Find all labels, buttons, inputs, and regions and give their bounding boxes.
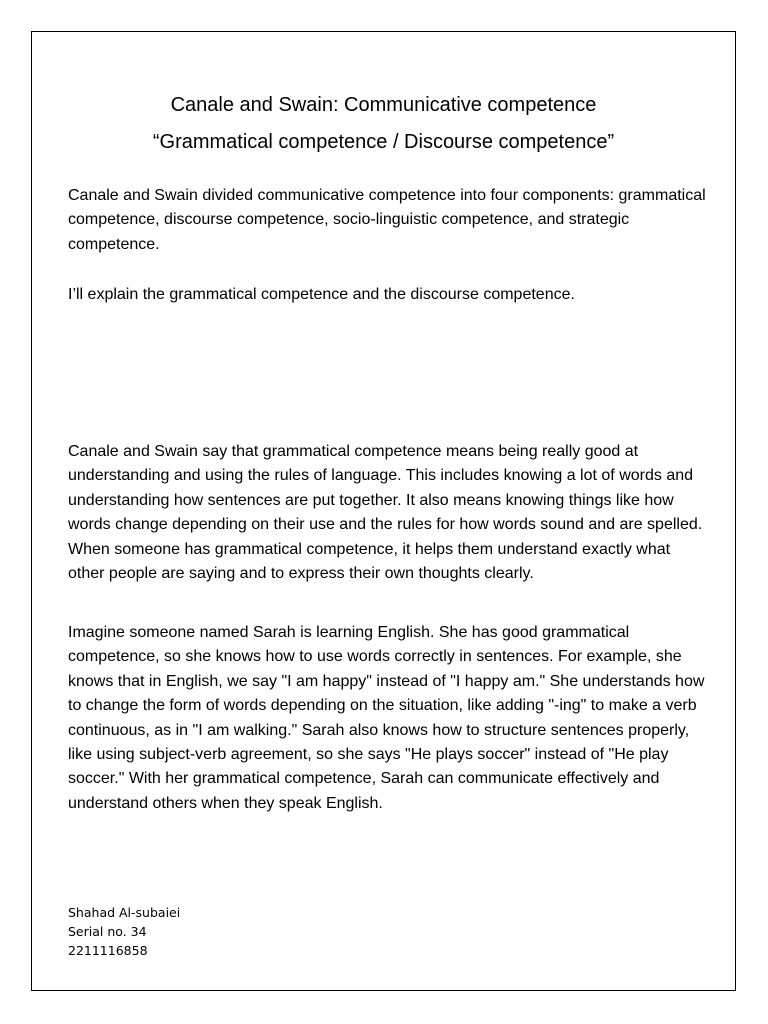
author-block: [68, 903, 180, 960]
author-name: Shahad Al-subaiei: [68, 905, 181, 920]
document-subtitle: “Grammatical competence / Discourse competence”: [152, 131, 615, 153]
grammatical-competence-paragraph: Canale and Swain say that grammatical competence means being really good at understanding and using the rules of language. This includes knowing a lot of words and understanding how sentences are put together. It also means knowing things like how words change depending on their use and the rules for how words sound and are spelled. When someone has grammatical competence, it helps them understand exactly what other people are saying and to express their own thoughts clearly.: [68, 443, 703, 583]
intro-paragraph: Canale and Swain divided communicative competence into four components: grammatical competence, discourse competence, socio-linguistic competence, and strategic competence.: [68, 187, 706, 253]
author-serial: Serial no. 34: [68, 924, 147, 939]
author-id-number: 2211116858: [68, 943, 148, 958]
document-title: Canale and Swain: Communicative competence: [170, 94, 597, 116]
example-paragraph: Imagine someone named Sarah is learning English. She has good grammatical competence, so she knows how to use words correctly in sentences. For example, she knows that in English, we say "I am happy" instead of "I happy am." She understands how to change the form of words depending on the situation, like adding "-ing" to make a verb continuous, as in "I am walking." Sarah also knows how to structure sentences properly, like using subject-verb agreement, so she says "He plays soccer" instead of "He play soccer." With her grammatical competence, Sarah can communicate effectively and understand others when they speak English.: [68, 624, 705, 812]
explanation-paragraph: I’ll explain the grammatical competence and the discourse competence.: [68, 286, 575, 303]
